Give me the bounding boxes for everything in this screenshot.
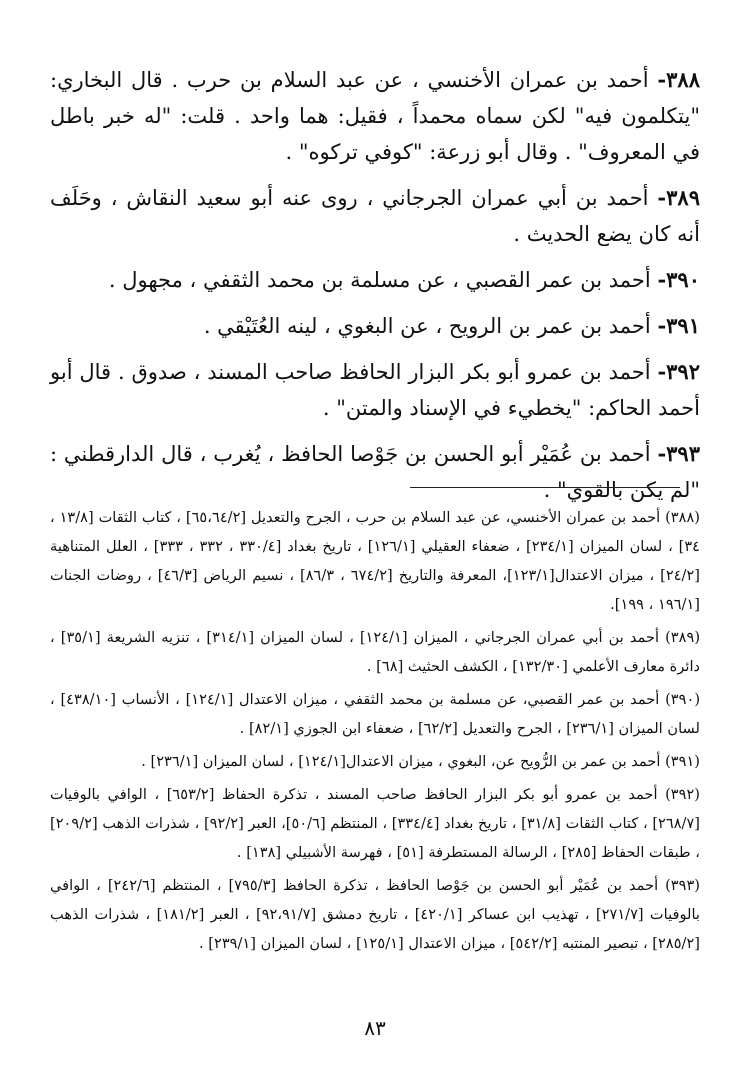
- footnote-text: (٣٨٨) أحمد بن عمران الأخنسي، عن عبد السلام بن حرب ، الجرح والتعديل [٦٥،٦٤/٢] ، كتاب الثقات [١٣/٨ ، ٣٤] ، لسان الميزان [٢٣٤/١] ، ضعفاء العقيلي [١٢٦/١] ، تاريخ بغداد [٣٣٠/٤ ، ٣٣٢ ، ٣٣٣] ، العلل المتناهية [٢٤/٢] ، ميزان الاعتدال[١٢٣/١]، المعرفة والتاريخ [٦٧٤/٢ ، ٨٦/٣] ، نسيم الرياض [٤٦/٣] ، روضات الجنات [١٩٦/١ ، ١٩٩].: [50, 509, 701, 613]
- entry-text: أحمد بن عمر بن الرويح ، عن البغوي ، لينه العُتَيْقي .: [203, 314, 651, 338]
- footnote-393: [50, 871, 700, 958]
- entries-section: [50, 62, 700, 518]
- entry-text: أحمد بن عمرو أبو بكر البزار الحافظ صاحب المسند ، صدوق . قال أبو أحمد الحاكم: "يخطيء في الإسناد والمتن" .: [50, 360, 700, 420]
- footnote-text: (٣٩٢) أحمد بن عمرو أبو بكر البزار الحافظ صاحب المسند ، تذكرة الحفاظ [٦٥٣/٢] ، الوافي بالوفيات [٢٦٨/٧] ، كتاب الثقات [٣١/٨] ، تاريخ بغداد [٣٣٤/٤] ، المنتظم [٥٠/٦]، العبر [٩٢/٢] ، شذرات الذهب [٢٠٩/٢] ، طبقات الحفاظ [٢٨٥] ، الرسالة المستطرفة [٥١] ، فهرسة الأشبيلي [١٣٨] .: [50, 786, 700, 861]
- entry-text: أحمد بن عُمَيْر أبو الحسن بن جَوْصا الحافظ ، يُغرب ، قال الدارقطني : "لم يكن بالقوي" .: [50, 442, 700, 502]
- page-number: ٨٣: [364, 1016, 386, 1040]
- footnote-392: [50, 780, 700, 867]
- footnote-390: [50, 685, 700, 743]
- entry-number: ٣٨٩-: [657, 185, 700, 210]
- entry-393: [50, 436, 700, 508]
- footnote-388: [50, 503, 700, 619]
- entry-number: ٣٩٠-: [657, 267, 700, 292]
- footnote-divider: [410, 487, 680, 488]
- entry-392: [50, 354, 700, 426]
- entry-391: [50, 308, 700, 344]
- entry-389: [50, 180, 700, 252]
- entry-number: ٣٨٨-: [657, 67, 700, 92]
- entry-number: ٣٩٣-: [657, 441, 700, 466]
- footnote-text: (٣٨٩) أحمد بن أبي عمران الجرجاني ، الميزان [١٢٤/١] ، لسان الميزان [٣١٤/١] ، تنزيه الشريعة [٣٥/١] ، دائرة معارف الأعلمي [١٣٢/٣٠] ، الكشف الحثيث [٦٨] .: [50, 629, 701, 675]
- entry-388: [50, 62, 700, 170]
- footnote-391: [50, 747, 700, 776]
- entry-text: أحمد بن أبي عمران الجرجاني ، روى عنه أبو سعيد النقاش ، وحَلَف أنه كان يضع الحديث .: [50, 186, 700, 246]
- footnote-text: (٣٩٠) أحمد بن عمر القصبي، عن مسلمة بن محمد الثقفي ، ميزان الاعتدال [١٢٤/١] ، الأنساب [٤٣٨/١٠] ، لسان الميزان [٢٣٦/١] ، الجرح والتعديل [٦٢/٢] ، ضعفاء ابن الجوزي [٨٢/١] .: [50, 691, 701, 737]
- entry-number: ٣٩١-: [657, 313, 700, 338]
- footnote-text: (٣٩٣) أحمد بن عُمَيْر أبو الحسن بن جَوْصا الحافظ ، تذكرة الحافظ [٧٩٥/٣] ، المنتظم [٢٤٢/٦] ، الوافي بالوفيات [٢٧١/٧] ، تهذيب ابن عساكر [٤٢٠/١] ، تاريخ دمشق [٩٢،٩١/٧] ، العبر [١٨١/٢] ، شذرات الذهب [٢٨٥/٢] ، تبصير المنتبه [٥٤٢/٢] ، ميزان الاعتدال [١٢٥/١] ، لسان الميزان [٢٣٩/١] .: [50, 877, 700, 952]
- footnote-389: [50, 623, 700, 681]
- entry-number: ٣٩٢-: [657, 359, 700, 384]
- entry-390: [50, 262, 700, 298]
- footnotes-section: [50, 503, 700, 962]
- footnote-text: (٣٩١) أحمد بن عمر بن الرُّويح عن، البغوي ، ميزان الاعتدال[١٢٤/١] ، لسان الميزان [٢٣٦/١] .: [141, 753, 700, 770]
- entry-text: أحمد بن عمر القصبي ، عن مسلمة بن محمد الثقفي ، مجهول .: [108, 268, 651, 292]
- entry-text: أحمد بن عمران الأخنسي ، عن عبد السلام بن حرب . قال البخاري: "يتكلمون فيه" لكن سماه محمداً ، فقيل: هما واحد . قلت: "له خبر باطل في المعروف" . وقال أبو زرعة: "كوفي تركوه" .: [50, 68, 700, 164]
